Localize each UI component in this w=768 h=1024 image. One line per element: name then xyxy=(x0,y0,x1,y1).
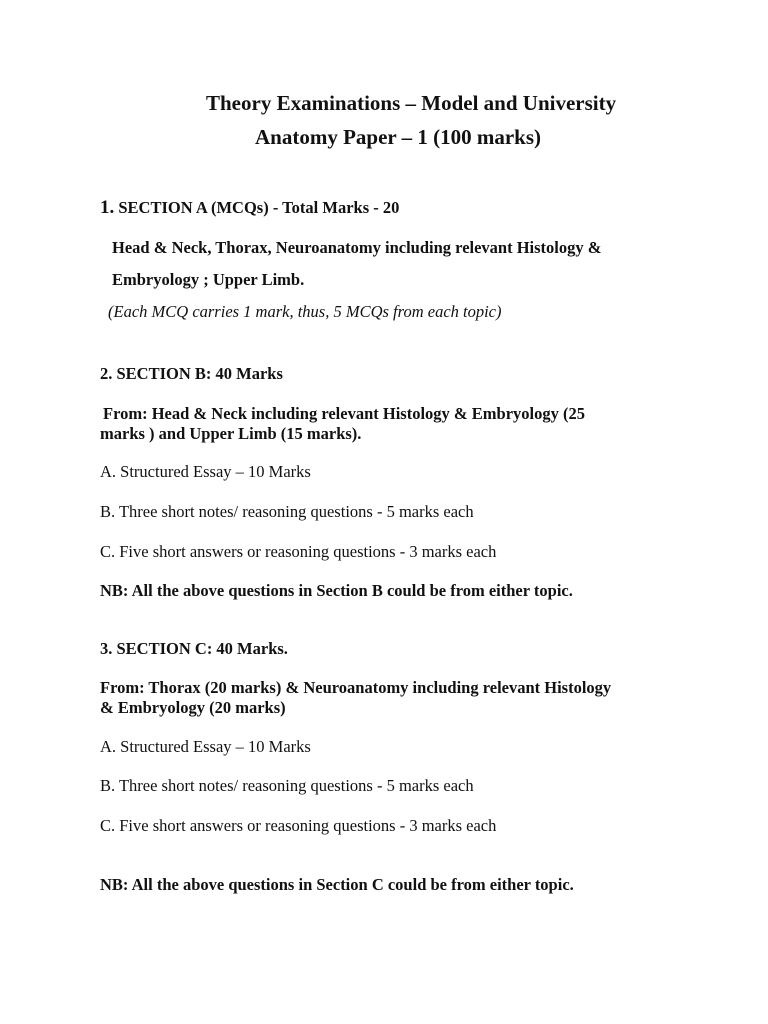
section-c-from-line-1: From: Thorax (20 marks) & Neuroanatomy including relevant Histology xyxy=(100,678,612,697)
section-b-from-line-1: From: Head & Neck including relevant Histology & Embryology (25 xyxy=(103,404,585,423)
section-a-topics-line-1: Head & Neck, Thorax, Neuroanatomy including relevant Histology & xyxy=(112,238,602,257)
section-b-nb: NB: All the above questions in Section B could be from either topic. xyxy=(100,581,573,600)
document-title-line-2: Anatomy Paper – 1 (100 marks) xyxy=(255,125,542,149)
section-a-topics-line-2: Embryology ; Upper Limb. xyxy=(112,270,305,289)
section-c-nb: NB: All the above questions in Section C could be from either topic. xyxy=(100,875,574,894)
document-title-line-1: Theory Examinations – Model and University xyxy=(206,91,617,115)
section-b-heading: 2. SECTION B: 40 Marks xyxy=(100,364,283,383)
section-b-item-c: C. Five short answers or reasoning questions - 3 marks each xyxy=(100,542,497,561)
section-c-item-c: C. Five short answers or reasoning questions - 3 marks each xyxy=(100,816,497,835)
section-a-heading xyxy=(100,198,399,218)
section-a-note: (Each MCQ carries 1 mark, thus, 5 MCQs from each topic) xyxy=(108,302,502,321)
section-b-item-b: B. Three short notes/ reasoning questions - 5 marks each xyxy=(100,502,474,521)
section-c-item-a: A. Structured Essay – 10 Marks xyxy=(100,737,311,756)
section-a-number: 1. xyxy=(100,197,115,218)
section-c-from-line-2: & Embryology (20 marks) xyxy=(100,698,286,717)
section-c-item-b: B. Three short notes/ reasoning questions - 5 marks each xyxy=(100,776,474,795)
section-b-item-a: A. Structured Essay – 10 Marks xyxy=(100,462,311,481)
section-a-heading-text: SECTION A (MCQs) - Total Marks - 20 xyxy=(118,198,400,217)
section-c-heading: 3. SECTION C: 40 Marks. xyxy=(100,639,288,658)
section-b-from-line-2: marks ) and Upper Limb (15 marks). xyxy=(100,424,362,443)
